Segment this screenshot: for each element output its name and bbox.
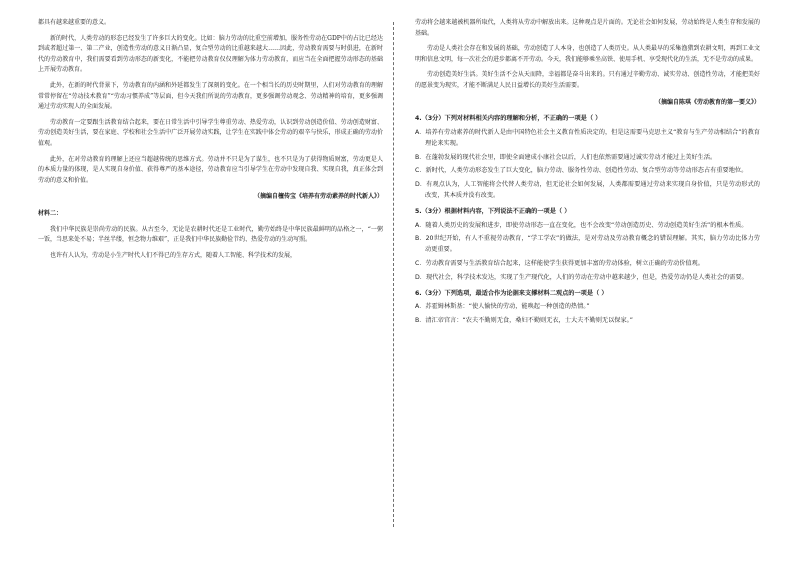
column-divider [393,22,394,527]
option-a: A．随着人类历史的发展和进步，即使劳动形态一直在变化，也不会改变“劳动创造历史、劳动创造美好生活”的根本性质。 [415,221,748,229]
right-column [415,18,760,330]
option-d: D．有观点认为，人工智能将会代替人类劳动，但无论社会如何发展，人类都需要通过劳动来实现自身价值，只是劳动形式的改变，其本质并没有改变。 [415,181,760,199]
left-column [38,18,383,266]
paragraph: 劳动创造美好生活。美好生活不会从天而降，幸福都是奋斗出来的。只有通过辛勤劳动、诚实劳动、创造性劳动，才能把美好的愿景变为现实，才能不断满足人民日益增长的美好生活需要。 [415,71,760,89]
question-5 [415,207,760,284]
paragraph: 劳动将会越来越被机器所取代，人类将从劳动中解放出来。这种观点是片面的。无论社会如何发展，劳动始终是人类生存和发展的基础。 [415,19,760,37]
paragraph: 也许有人认为，劳动是小生产时代人们不得已的生存方式，随着人工智能、科学技术的发展， [50,251,297,259]
option-b: B．清汇帝宫言：“农夫不勤则无食，桑妇不勤则无衣，士大夫不勤则无以保家。” [415,317,633,325]
paragraph: 都具有越来越重要的意义。 [38,19,111,26]
paragraph: 此外，在新的时代背景下，劳动教育的内涵和外延都发生了深刻的变化。在一个相当长的历史时期里，人们对劳动教育的理解常常停留在“劳动技术教育”“劳动习惯养成”等层面，但今天我们所说的劳动教育，更多强调劳动观念、劳动精神的培育，更多强调通过劳动实现人的全面发展。 [38,81,383,111]
option-c: C．新时代，人类劳动形态发生了巨大变化，脑力劳动、服务性劳动、创造性劳动、复合型劳动等劳动形态占有重要地位。 [415,167,748,175]
paragraph: 我们中华民族是崇尚劳动的民族。从古至今，无论是农耕时代还是工业时代，勤劳始终是中华民族最鲜明的品格之一，“一粥一饭，当思来处不易；半丝半缕，恒念物力维艰”，正是我们中华民族勤俭节约、热爱劳动的生动写照。 [38,225,383,244]
paragraph: 劳动是人类社会存在和发展的基础，劳动创造了人本身，也创造了人类历史。从人类最早的采集渔猎到农耕文明，再到工业文明和信息文明，每一次社会的进步都离不开劳动。今天，我们能够乘坐高铁、使用手机、享受现代化的生活，无不是劳动的成果。 [415,45,760,63]
option-b: B．20世纪开始，有人不重视劳动教育，“学工学农”的做法，是对劳动及劳动教育概念的错误理解。其实，脑力劳动比体力劳动更重要。 [415,235,760,254]
option-a: A．培养有劳动素养的时代新人是由中国特色社会主义教育性质决定的，但是这需要马克思主义“教育与生产劳动相结合”的教育理论来实现。 [415,128,760,147]
question-stem: 5.（3分）根据材料内容，下列说法不正确的一项是（ ） [415,207,571,215]
option-b: B．在蓬勃发展的现代社会里，即使全面建成小康社会以后，人们也依然需要通过诚实劳动才能过上美好生活。 [415,153,717,161]
option-c: C．劳动教育需要与生活教育结合起来，这样能使学生获得更加丰富的劳动体验，树立正确的劳动价值观。 [415,259,704,267]
material-heading: 材料二： [38,209,63,217]
question-4 [415,114,760,202]
paragraph: 此外，在对劳动教育的理解上还应当超越传统的思维方式。劳动并不只是为了谋生，也不只是为了获得物质财富，劳动更是人的本质力量的体现，是人实现自身价值、获得尊严的基本途径，劳动教育应当引导学生在劳动中发现自我、实现自我，真正体会到劳动的意义和价值。 [38,155,383,184]
source-citation: （摘编自陈琪《劳动教育的第一要义》） [654,98,760,106]
source-citation: （摘编自檀传宝《培养有劳动素养的时代新人》） [253,193,383,201]
question-6 [415,289,760,327]
question-stem: 6.（3分）下列选项，最适合作为论据来支撑材料二观点的一项是（ ） [415,289,608,297]
question-stem: 4.（3分）下列对材料相关内容的理解和分析，不正确的一项是（ ） [415,115,602,123]
option-a: A．苏霍姆林斯基：“使人愉快的劳动，能唤起一种创造的热情。” [415,303,590,311]
paragraph: 新的时代，人类劳动的形态已经发生了许多巨大的变化。比如：脑力劳动的比重空前增加，服务性劳动在GDP中的占比已经达到或者超过第一、第二产业，创造性劳动的意义日渐凸显，复合型劳动的比重越来越大……因此，劳动教育需要与时俱进，在新时代的劳动教育中，我们需要看到劳动形态的新变化，不能把劳动教育仅仅理解为体力劳动教育，而应当在全面把握劳动形态的基础上开展劳动教育。 [38,34,383,74]
option-d: D．现代社会，科学技术发达，实现了生产现代化，人们的劳动在劳动中越来越少，但是，热爱劳动仍是人类社会的需要。 [415,273,748,281]
paragraph: 劳动教育一定要跟生活教育结合起来，要在日常生活中引导学生尊重劳动、热爱劳动，认识到劳动创造价值、劳动创造财富、劳动创造美好生活，要在家庭、学校和社会生活中广泛开展劳动实践，让学生在实践中体会劳动的艰辛与快乐，形成正确的劳动价值观。 [38,118,383,147]
